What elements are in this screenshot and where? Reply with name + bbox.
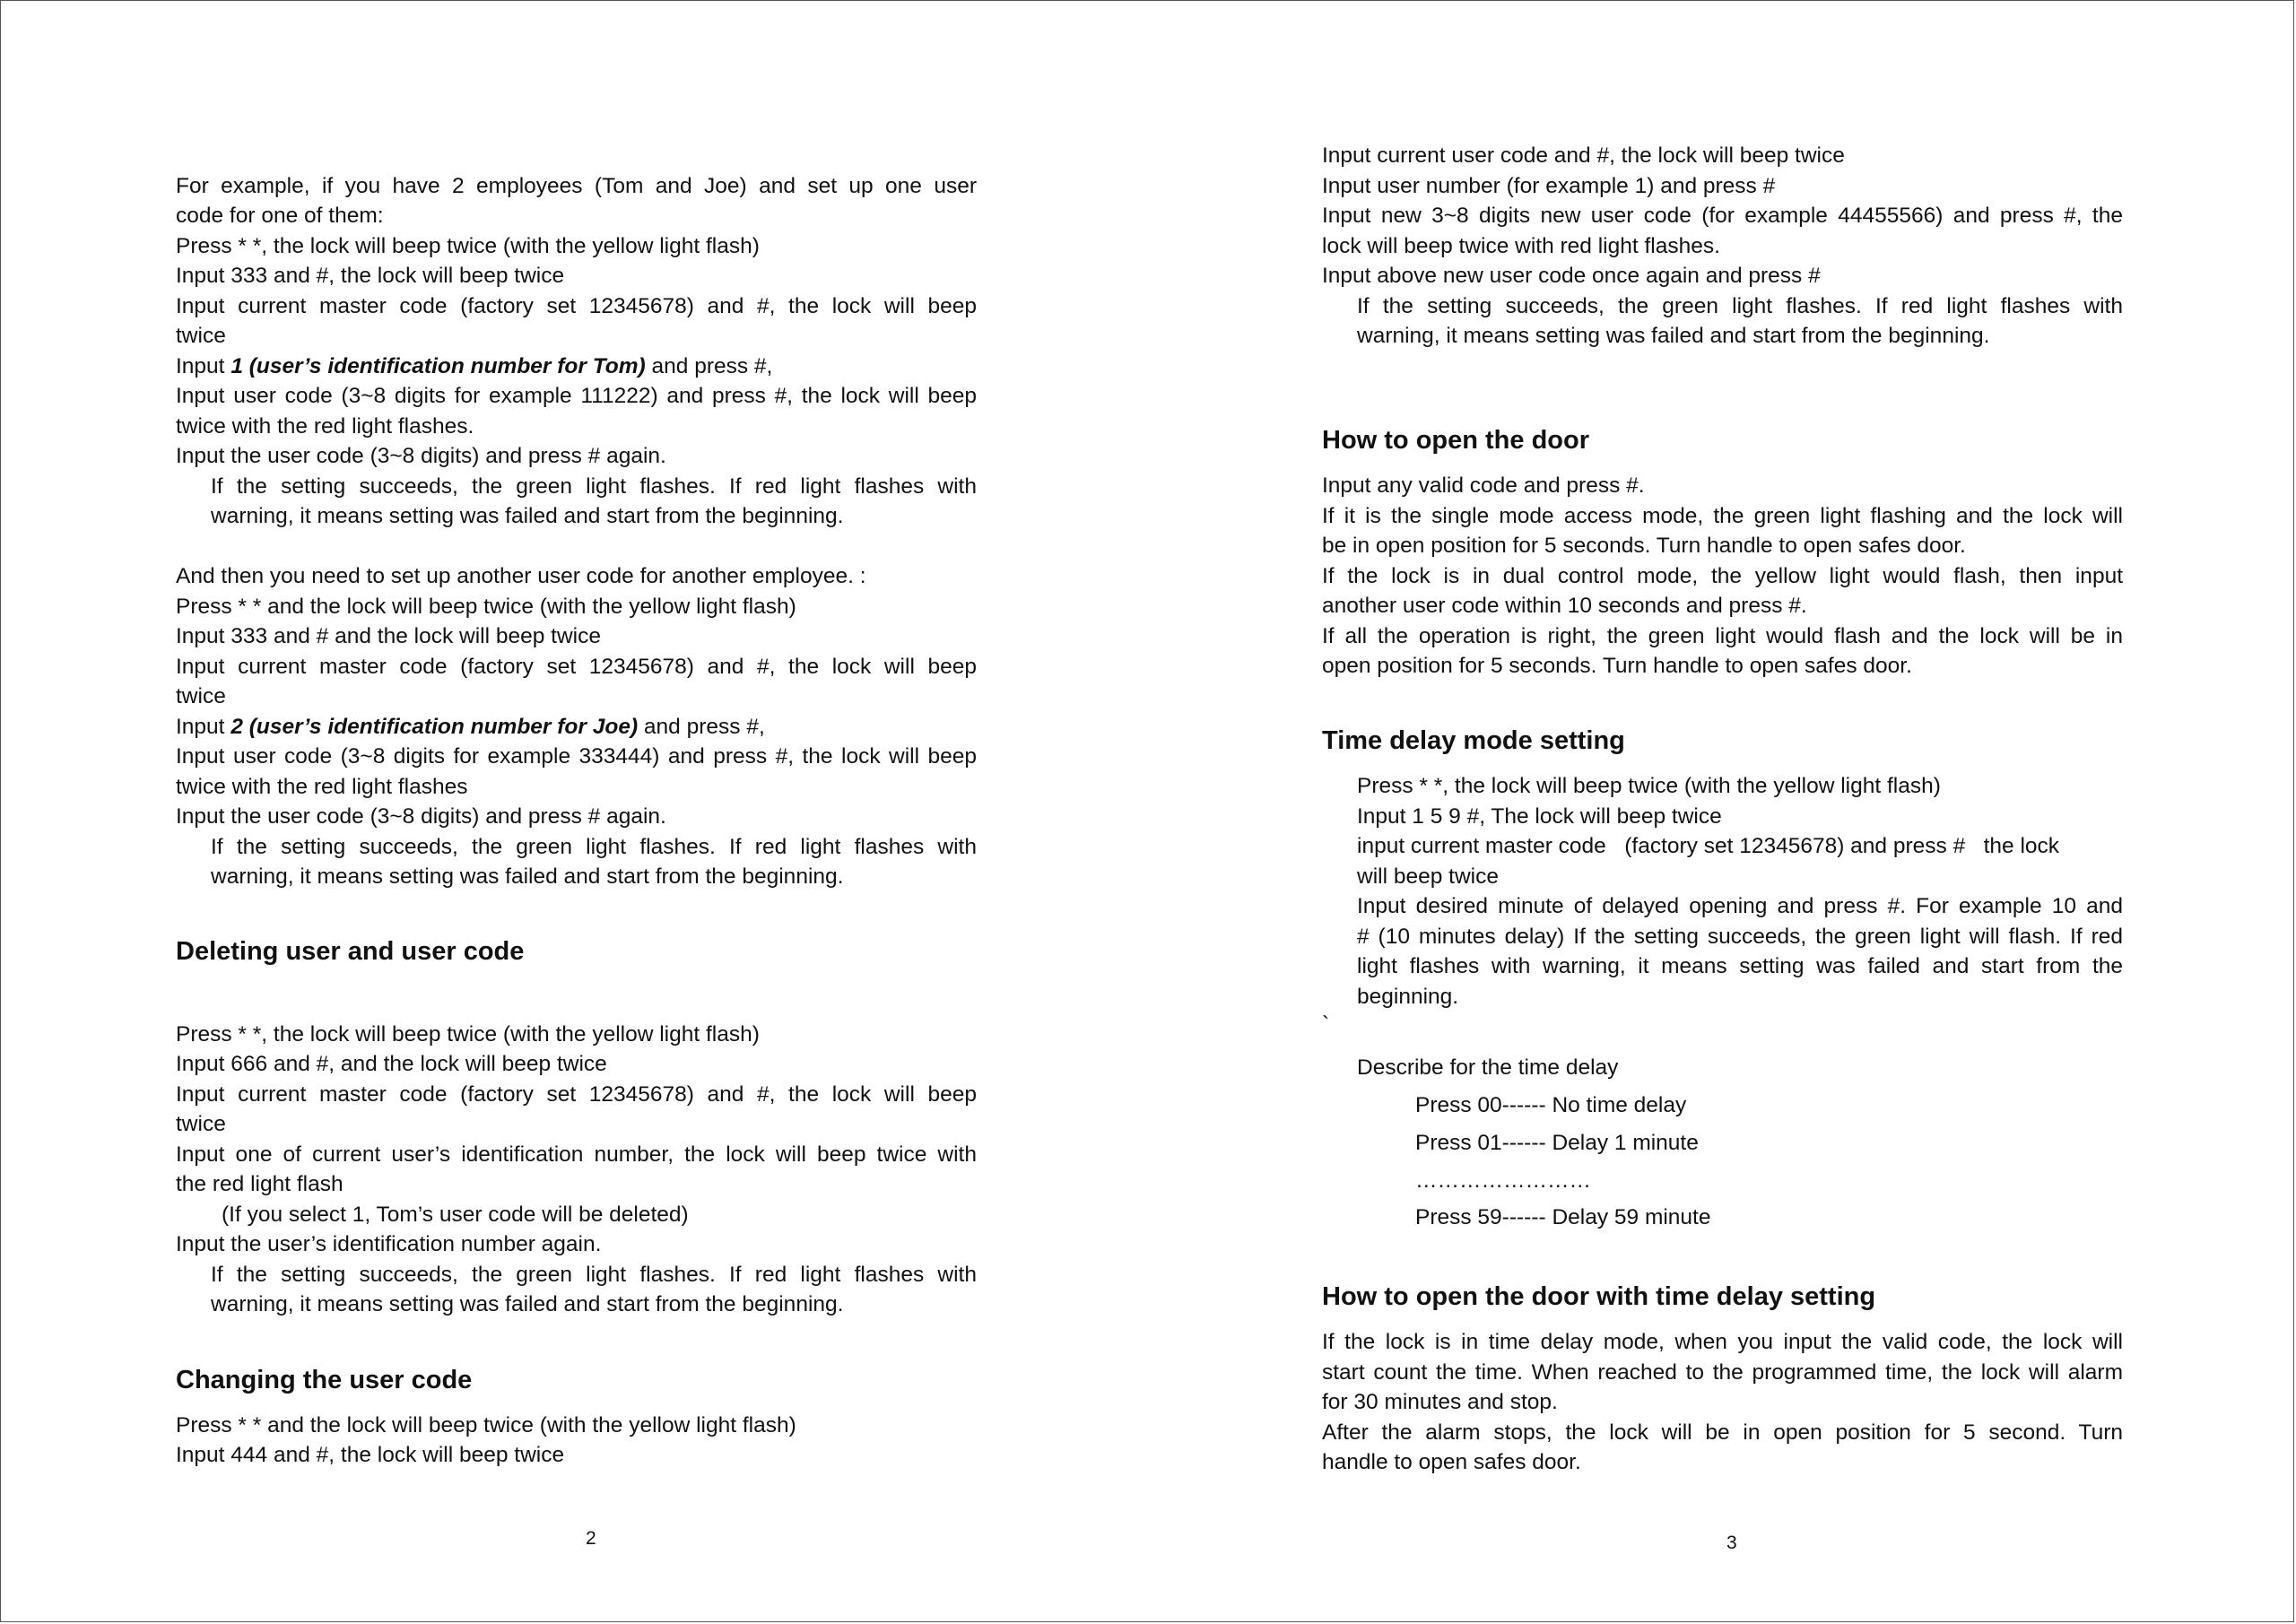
text-line: open position for 5 seconds. Turn handle to open safes door. bbox=[1322, 654, 1912, 678]
section-heading-open-delay: How to open the door with time delay setting bbox=[1322, 1282, 1876, 1311]
text-line: If the setting succeeds, the green light flashes. If red light flashes with bbox=[211, 474, 977, 499]
text-line: Input the user’s identification number again. bbox=[176, 1232, 602, 1256]
text-line: If the setting succeeds, the green light flashes. If red light flashes with bbox=[1357, 294, 2123, 318]
page-number: 3 bbox=[1726, 1533, 1737, 1553]
joe-id-line bbox=[176, 713, 977, 742]
text-line: Input 333 and # and the lock will beep twice bbox=[176, 624, 601, 648]
text-line: Input the user code (3~8 digits) and press # again. bbox=[176, 444, 666, 468]
text-line: Input any valid code and press #. bbox=[1322, 473, 1645, 498]
text-line: warning, it means setting was failed and start from the beginning. bbox=[211, 504, 844, 528]
text-line: another user code within 10 seconds and press #. bbox=[1322, 594, 1807, 618]
text-line: Input user code (3~8 digits for example 333444) and press #, the lock will beep bbox=[176, 744, 977, 769]
text-line: (If you select 1, Tom’s user code will be deleted) bbox=[222, 1203, 689, 1227]
text-line: If it is the single mode access mode, the green light flashing and the lock will bbox=[1322, 504, 2123, 528]
text-line: lock will beep twice with red light flashes. bbox=[1322, 234, 1720, 258]
section-heading-deleting: Deleting user and user code bbox=[176, 937, 525, 966]
text-line: Input desired minute of delayed opening and press #. For example 10 and bbox=[1357, 894, 2123, 918]
text-line: beginning. bbox=[1357, 985, 1459, 1009]
text-line: If the setting succeeds, the green light flashes. If red light flashes with bbox=[211, 835, 977, 859]
text-line: start count the time. When reached to the programmed time, the lock will alarm bbox=[1322, 1360, 2123, 1385]
text-line: Input 333 and #, the lock will beep twice bbox=[176, 264, 565, 288]
delay-option: Press 59------ Delay 59 minute bbox=[1415, 1205, 1711, 1229]
text-line: Press * * and the lock will beep twice (with the yellow light flash) bbox=[176, 1413, 796, 1437]
text-line: Input user number (for example 1) and press # bbox=[1322, 174, 1776, 198]
text-line: warning, it means setting was failed and start from the beginning. bbox=[211, 864, 844, 889]
text-line: After the alarm stops, the lock will be in open position for 5 second. Turn bbox=[1322, 1420, 2123, 1445]
text-line: warning, it means setting was failed and start from the beginning. bbox=[1357, 324, 1990, 348]
text-line: will beep twice bbox=[1357, 864, 1499, 889]
text-line: # (10 minutes delay) If the setting succeeds, the green light will flash. If red bbox=[1357, 925, 2123, 949]
text-run: and press #, bbox=[645, 354, 773, 378]
page-number: 2 bbox=[586, 1528, 596, 1549]
text-line: Input 444 and #, the lock will beep twice bbox=[176, 1443, 565, 1467]
text-run: and press #, bbox=[638, 715, 765, 739]
describe-label: Describe for the time delay bbox=[1357, 1055, 1619, 1080]
text-line: Press * *, the lock will beep twice (with the yellow light flash) bbox=[1357, 774, 1941, 798]
text-line: twice with the red light flashes bbox=[176, 775, 468, 799]
text-line: twice bbox=[176, 684, 226, 708]
text-line: twice bbox=[176, 324, 226, 348]
text-line: be in open position for 5 seconds. Turn handle to open safes door. bbox=[1322, 534, 1966, 558]
text-line: For example, if you have 2 employees (Tom and Joe) and set up one user bbox=[176, 174, 977, 198]
text-line: And then you need to set up another user code for another employee. : bbox=[176, 564, 866, 588]
delay-option-ellipsis: …………………… bbox=[1415, 1168, 1591, 1193]
section-heading-open: How to open the door bbox=[1322, 426, 1590, 455]
text-line: Press * *, the lock will beep twice (with the yellow light flash) bbox=[176, 1022, 760, 1046]
text-line: input current master code (factory set 12345678) and press # the lock bbox=[1357, 834, 2060, 858]
text-run: Input bbox=[176, 715, 231, 739]
text-line: Input current master code (factory set 12345678) and #, the lock will beep bbox=[176, 294, 977, 318]
text-line: Input above new user code once again and press # bbox=[1322, 264, 1821, 288]
text-line: Input current user code and #, the lock will beep twice bbox=[1322, 143, 1845, 168]
delay-option: Press 00------ No time delay bbox=[1415, 1093, 1687, 1117]
stray-mark: ` bbox=[1322, 1012, 1330, 1037]
text-line: Input 1 5 9 #, The lock will beep twice bbox=[1357, 804, 1722, 829]
text-line: for 30 minutes and stop. bbox=[1322, 1390, 1558, 1414]
text-line: If the lock is in time delay mode, when you input the valid code, the lock will bbox=[1322, 1330, 2123, 1354]
text-line: Input 666 and #, and the lock will beep twice bbox=[176, 1052, 607, 1076]
text-line: twice with the red light flashes. bbox=[176, 414, 474, 439]
text-line: the red light flash bbox=[176, 1172, 344, 1196]
text-line: Input current master code (factory set 12345678) and #, the lock will beep bbox=[176, 1082, 977, 1107]
emphasis-text: 2 (user’s identification number for Joe) bbox=[230, 715, 639, 739]
text-line: If the lock is in dual control mode, the yellow light would flash, then input bbox=[1322, 564, 2123, 588]
text-line: If the setting succeeds, the green light flashes. If red light flashes with bbox=[211, 1263, 977, 1287]
text-line: light flashes with warning, it means setting was failed and start from the bbox=[1357, 954, 2123, 978]
text-line: Input the user code (3~8 digits) and press # again. bbox=[176, 804, 666, 829]
section-heading-time-delay: Time delay mode setting bbox=[1322, 726, 1625, 755]
text-line: Input one of current user’s identification number, the lock will beep twice with bbox=[176, 1142, 977, 1167]
text-line: Press * * and the lock will beep twice (with the yellow light flash) bbox=[176, 595, 796, 619]
section-heading-changing: Changing the user code bbox=[176, 1366, 473, 1394]
text-line: Input user code (3~8 digits for example 111222) and press #, the lock will beep bbox=[176, 384, 977, 408]
text-line: If all the operation is right, the green light would flash and the lock will be in bbox=[1322, 624, 2123, 648]
text-line: Input current master code (factory set 12345678) and #, the lock will beep bbox=[176, 655, 977, 679]
tom-id-line bbox=[176, 352, 977, 381]
emphasis-text: 1 (user’s identification number for Tom) bbox=[230, 354, 646, 378]
text-line: code for one of them: bbox=[176, 204, 384, 228]
text-line: warning, it means setting was failed and start from the beginning. bbox=[211, 1292, 844, 1316]
text-line: Input new 3~8 digits new user code (for example 44455566) and press #, the bbox=[1322, 204, 2123, 228]
text-run: Input bbox=[176, 354, 231, 378]
text-line: handle to open safes door. bbox=[1322, 1450, 1581, 1474]
delay-option: Press 01------ Delay 1 minute bbox=[1415, 1131, 1699, 1155]
text-line: twice bbox=[176, 1112, 226, 1136]
text-line: Press * *, the lock will beep twice (with the yellow light flash) bbox=[176, 234, 760, 258]
